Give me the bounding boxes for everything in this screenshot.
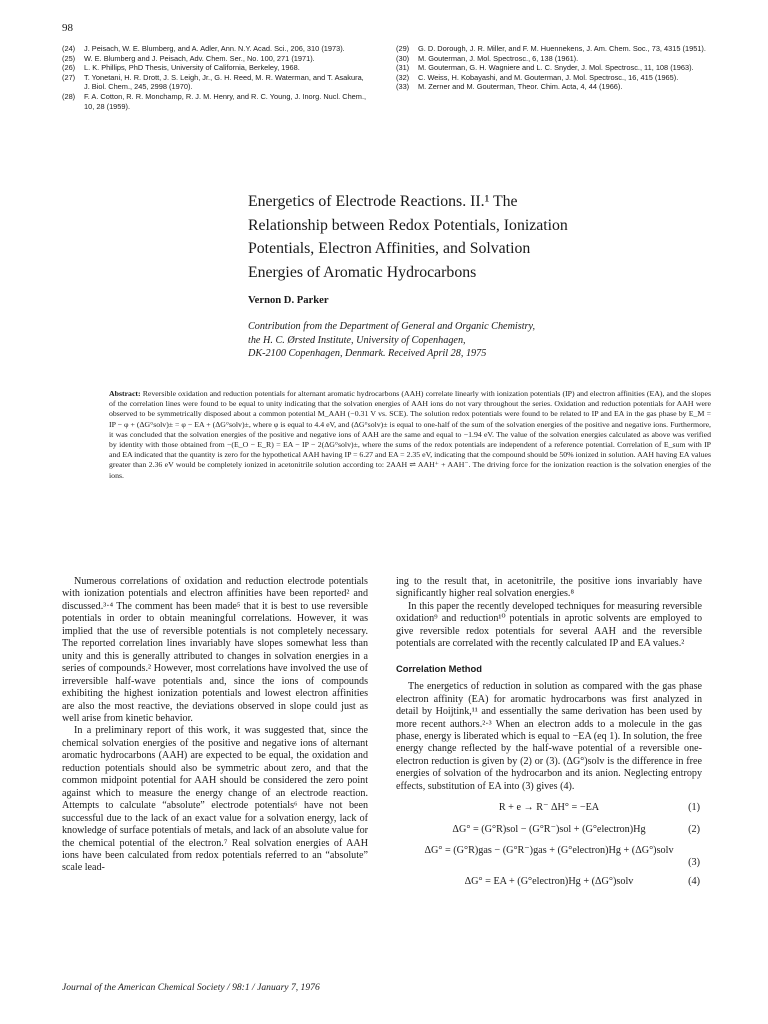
body-paragraph: In this paper the recently developed techniques for measuring reversible oxidation⁹ and reduction¹⁰ potentials in aprotic solvents are employed to give reversible redox potentials for several AAH and the reversible potentials are correlated with the recently calculated IP and EA values.² [396, 600, 702, 650]
reference-number: (24) [62, 44, 76, 53]
reference-item [62, 92, 367, 111]
reference-text: M. Gouterman, J. Mol. Spectrosc., 6, 138 (1961). [418, 53, 579, 63]
abstract-label: Abstract: [109, 389, 141, 398]
reference-item [396, 82, 706, 92]
affiliation [248, 320, 708, 361]
title-line: Relationship between Redox Potentials, Ionization [248, 216, 568, 234]
affiliation-line: Contribution from the Department of General and Organic Chemistry, [248, 321, 536, 332]
references-right [396, 44, 706, 92]
equation [396, 841, 702, 871]
equation-number: (3) [688, 857, 700, 869]
body-paragraph: The energetics of reduction in solution as compared with the gas phase electron affinity (EA) for aromatic hydrocarbons was first analyzed in detail by Hoijtink,¹¹ and essentially the same derivation has been used by more recent authors.²·³ When an electron adds to a molecule in the gas phase, energy is liberated which is equal to −EA (eq 1). In solution, the free energy change reflected by the half-wave potential of a reversible one-electron reduction is given by (2) or (3). (ΔG°)solv is the difference in free energies of solvation of the hydrocarbon and its anion. Neglecting entropy effects, substitution of EA into (3) gives (4). [396, 681, 702, 792]
reference-item [396, 63, 706, 73]
reference-number: (25) [62, 53, 76, 63]
equation-text: R + e → R⁻ ΔH° = −EA [498, 802, 600, 814]
reference-number: (32) [396, 72, 410, 82]
body-column-right [396, 576, 702, 893]
abstract [109, 389, 711, 481]
journal-footer: Journal of the American Chemical Society / 98:1 / January 7, 1976 [62, 982, 320, 993]
title-line: Energetics of Electrode Reactions. II.¹ The [248, 193, 518, 210]
reference-item [396, 54, 706, 64]
section-heading: Correlation Method [396, 662, 482, 674]
reference-number: (33) [396, 82, 410, 92]
author-name: Vernon D. Parker [248, 295, 329, 306]
reference-item [62, 73, 367, 92]
page-number: 98 [62, 22, 73, 34]
equation-text: ΔG° = EA + (G°electron)Hg + (ΔG°)solv [464, 876, 634, 888]
equation [396, 819, 702, 841]
equation-number: (2) [688, 824, 700, 836]
reference-text: J. Peisach, W. E. Blumberg, and A. Adler, Ann. N.Y. Acad. Sci., 206, 310 (1973). [84, 44, 345, 53]
equation [396, 871, 702, 893]
reference-text: C. Weiss, H. Kobayashi, and M. Gouterman, J. Mol. Spectrosc., 16, 415 (1965). [418, 72, 679, 82]
body-paragraph: Numerous correlations of oxidation and reduction electrode potentials with ionization potentials and electron affinities have been reported² and discussed.³·⁴ The comment has been made⁵ that it is best to use reversible potentials in order to obtain meaningful correlations. However, it was implied that the use of reversible potentials is not completely necessary. The reported correlation lines invariably have slopes somewhat less than unity and this is generally attributed to changes in solvation energies in a series of compounds.² However, most correlations have involved the use of irreversible half-wave potentials and, since the ions of compounds exhibiting the highest ionization potentials and lowest electron affinities are also the most reactive, the deviations observed in slope could just as well arise from kinetic behavior. [62, 576, 368, 724]
reference-item [62, 54, 367, 64]
reference-item [62, 44, 367, 54]
reference-text: M. Zerner and M. Gouterman, Theor. Chim. Acta, 4, 44 (1966). [418, 82, 623, 92]
reference-number: (30) [396, 53, 410, 63]
reference-text: M. Gouterman, G. H. Wagniere and L. C. Snyder, J. Mol. Spectrosc., 11, 108 (1963). [418, 63, 694, 73]
reference-number: (31) [396, 63, 410, 73]
reference-text: G. D. Dorough, J. R. Miller, and F. M. Huennekens, J. Am. Chem. Soc., 73, 4315 (1951). [418, 44, 706, 53]
abstract-text: Reversible oxidation and reduction potentials for alternant aromatic hydrocarbons (AAH) correlate linearly with ionization potentials (IP) and electron affinities (EA), and the slopes of the correlation lines were found to be equal to unity indicating that the solvation energies of AAH ions do not vary throughout the series. Oxidation and reduction potentials for AAH were observed to be symmetrically disposed about a common potential M_AAH (−0.31 V vs. SCE). The solution redox potentials were found to be related to IP and EA in the gas phase by E_M = IP − φ + (ΔG°solv)± = φ − EA + (ΔG°solv)±, where φ is equal to 4.4 eV, and (ΔG°solv)± is equal to one-half of the sum of the solvation energies of the positive and negative ions. Furthermore, it was concluded that the solvation energies of the positive and negative ions of AAH are the same and equal to −1.94 eV. The value of the solvation energies calculated as above was verified by identity with those obtained from −(E_O − E_R) = EA − IP − 2(ΔG°solv)±, where the sums of the redox potentials are independent of a reference potential. Correlation of E_sum with IP and EA indicated that the quantity is zero for the hypothetical AAH having IP = 6.27 and EA = 2.35 eV, indicating that the compound should be 50% ionized in solution. AAH having EA values greater than 2.36 eV would be completely ionized in acetonitrile solution according to: 2AAH ⇌ AAH⁺ + AAH⁻. The driving force for the ionization reaction is the solvation energies of the ions. [109, 389, 711, 480]
reference-number: (26) [62, 63, 76, 73]
reference-text: T. Yonetani, H. R. Drott, J. S. Leigh, Jr., G. H. Reed, M. R. Waterman, and T. Asakura, J. Biol. Chem., 245, 2998 (1970). [84, 72, 364, 92]
reference-number: (29) [396, 44, 410, 53]
body-column-left [62, 576, 368, 875]
equation [396, 797, 702, 819]
equation-number: (1) [688, 802, 700, 814]
reference-number: (28) [62, 91, 76, 101]
body-paragraph: In a preliminary report of this work, it was suggested that, since the chemical solvation energies of the positive and negative ions of alternant aromatic hydrocarbons (AAH) are expected to be equal, the oxidation and reduction potentials should also be symmetric about zero, and that the common midpoint potential for AAH should be considered the zero point against which to measure the energy change of an electrode reaction. Attempts to calculate “absolute” electrode potentials⁶ have not been successful due to the lack of an exact value for a solvation energy, lack of knowledge of surface potentials of metals, and lack of an absolute value for the chemical potential of the electron.⁷ Real solvation energies of AAH ions have been calculated from redox potentials referred to an “absolute” scale lead- [62, 725, 368, 874]
reference-text: W. E. Blumberg and J. Peisach, Adv. Chem. Ser., No. 100, 271 (1971). [84, 53, 315, 63]
body-paragraph-continued: ing to the result that, in acetonitrile, the positive ions invariably have significantly higher real solvation energies.⁸ [396, 576, 702, 600]
equation-text: ΔG° = (G°R)gas − (G°R⁻)gas + (G°electron)Hg + (ΔG°)solv [424, 845, 674, 857]
equation-text: ΔG° = (G°R)sol − (G°R⁻)sol + (G°electron)Hg [452, 824, 646, 836]
reference-item [396, 73, 706, 83]
affiliation-line: the H. C. Ørsted Institute, University of Copenhagen, [248, 334, 466, 346]
reference-item [62, 63, 367, 73]
reference-item [396, 44, 706, 54]
title-line: Potentials, Electron Affinities, and Solvation [248, 240, 531, 257]
equation-number: (4) [688, 876, 700, 888]
article-title [248, 190, 718, 284]
reference-number: (27) [62, 72, 76, 82]
title-line: Energies of Aromatic Hydrocarbons [248, 263, 477, 281]
reference-text: F. A. Cotton, R. R. Monchamp, R. J. M. Henry, and R. C. Young, J. Inorg. Nucl. Chem., 10, 28 (1959). [84, 91, 367, 111]
references-left [62, 44, 367, 111]
reference-text: L. K. Phillips, PhD Thesis, University of California, Berkeley, 1968. [84, 63, 300, 73]
affiliation-line: DK-2100 Copenhagen, Denmark. Received April 28, 1975 [248, 348, 487, 359]
